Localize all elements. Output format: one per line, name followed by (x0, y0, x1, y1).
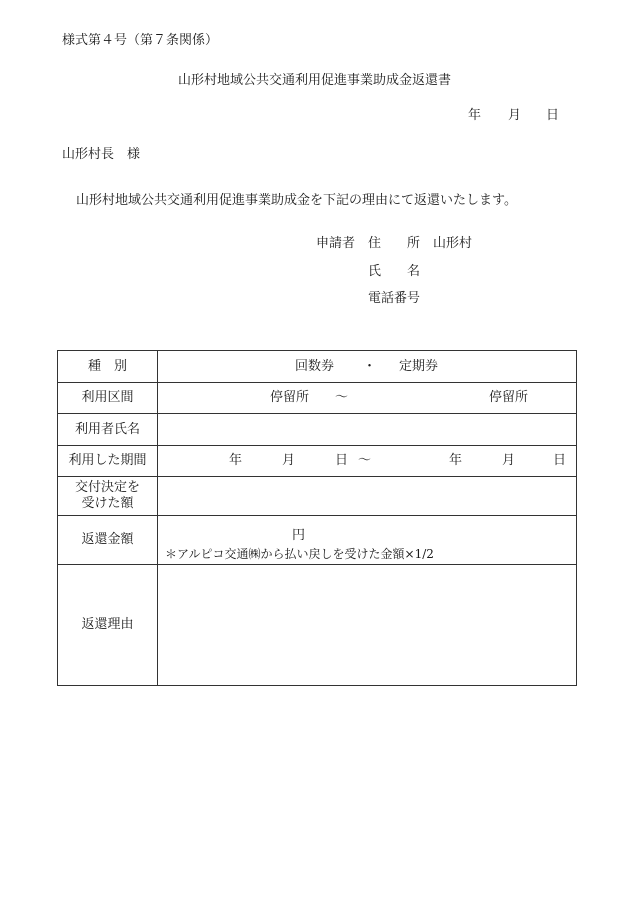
refund-amount-field[interactable] (158, 516, 577, 565)
route-label: 利用区間 (58, 383, 158, 414)
refund-form-table (57, 350, 577, 686)
table-row-decided-amount (58, 477, 577, 516)
name-label: 氏 名 (368, 264, 421, 279)
date-day: 日 (546, 108, 560, 123)
route-stop-from: 停留所 (270, 390, 310, 405)
user-name-label: 利用者氏名 (58, 414, 158, 446)
table-row-route (58, 383, 577, 414)
coupon-ticket-option[interactable]: 回数券 (295, 359, 335, 374)
phone-label: 電話番号 (368, 291, 421, 306)
period-end-month: 月 (502, 453, 516, 468)
decided-amount-label-line2: 受けた額 (81, 496, 134, 511)
date-month: 月 (508, 108, 522, 123)
period-label: 利用した期間 (58, 446, 158, 477)
refund-amount-note: ＊アルピコ交通㈱から払い戻しを受けた金額×1/2 (165, 547, 434, 561)
commuter-pass-option[interactable]: 定期券 (399, 359, 439, 374)
addressee: 山形村長 様 (62, 147, 141, 162)
period-start-month: 月 (282, 453, 296, 468)
route-stop-to: 停留所 (489, 390, 529, 405)
body-text: 山形村地域公共交通利用促進事業助成金を下記の理由にて返還いたします。 (76, 193, 517, 208)
route-tilde: ～ (335, 390, 349, 405)
period-tilde: ～ (358, 453, 372, 468)
decided-amount-field[interactable] (158, 477, 577, 516)
type-label: 種 別 (58, 351, 158, 383)
reason-label: 返還理由 (58, 565, 158, 686)
period-end-day: 日 (553, 453, 567, 468)
type-field[interactable] (158, 351, 577, 383)
document-title: 山形村地域公共交通利用促進事業助成金返還書 (178, 73, 452, 88)
period-end-year: 年 (449, 453, 463, 468)
period-start-day: 日 (335, 453, 349, 468)
table-row-period (58, 446, 577, 477)
address-label: 住 所 (368, 236, 421, 251)
date-year: 年 (468, 108, 482, 123)
reason-field[interactable] (158, 565, 577, 686)
option-separator: ・ (363, 359, 377, 374)
route-field[interactable] (158, 383, 577, 414)
form-number: 様式第４号（第７条関係） (62, 33, 219, 48)
user-name-field[interactable] (158, 414, 577, 446)
period-field[interactable] (158, 446, 577, 477)
period-start-year: 年 (229, 453, 243, 468)
refund-amount-label: 返還金額 (58, 516, 158, 565)
address-value: 山形村 (433, 236, 473, 251)
table-row-type (58, 351, 577, 383)
decided-amount-label (58, 477, 158, 516)
applicant-label: 申請者 (316, 236, 356, 251)
refund-amount-unit: 円 (292, 528, 306, 543)
decided-amount-label-line1: 交付決定を (74, 480, 140, 495)
table-row-reason (58, 565, 577, 686)
table-row-user-name (58, 414, 577, 446)
table-row-refund-amount (58, 516, 577, 565)
